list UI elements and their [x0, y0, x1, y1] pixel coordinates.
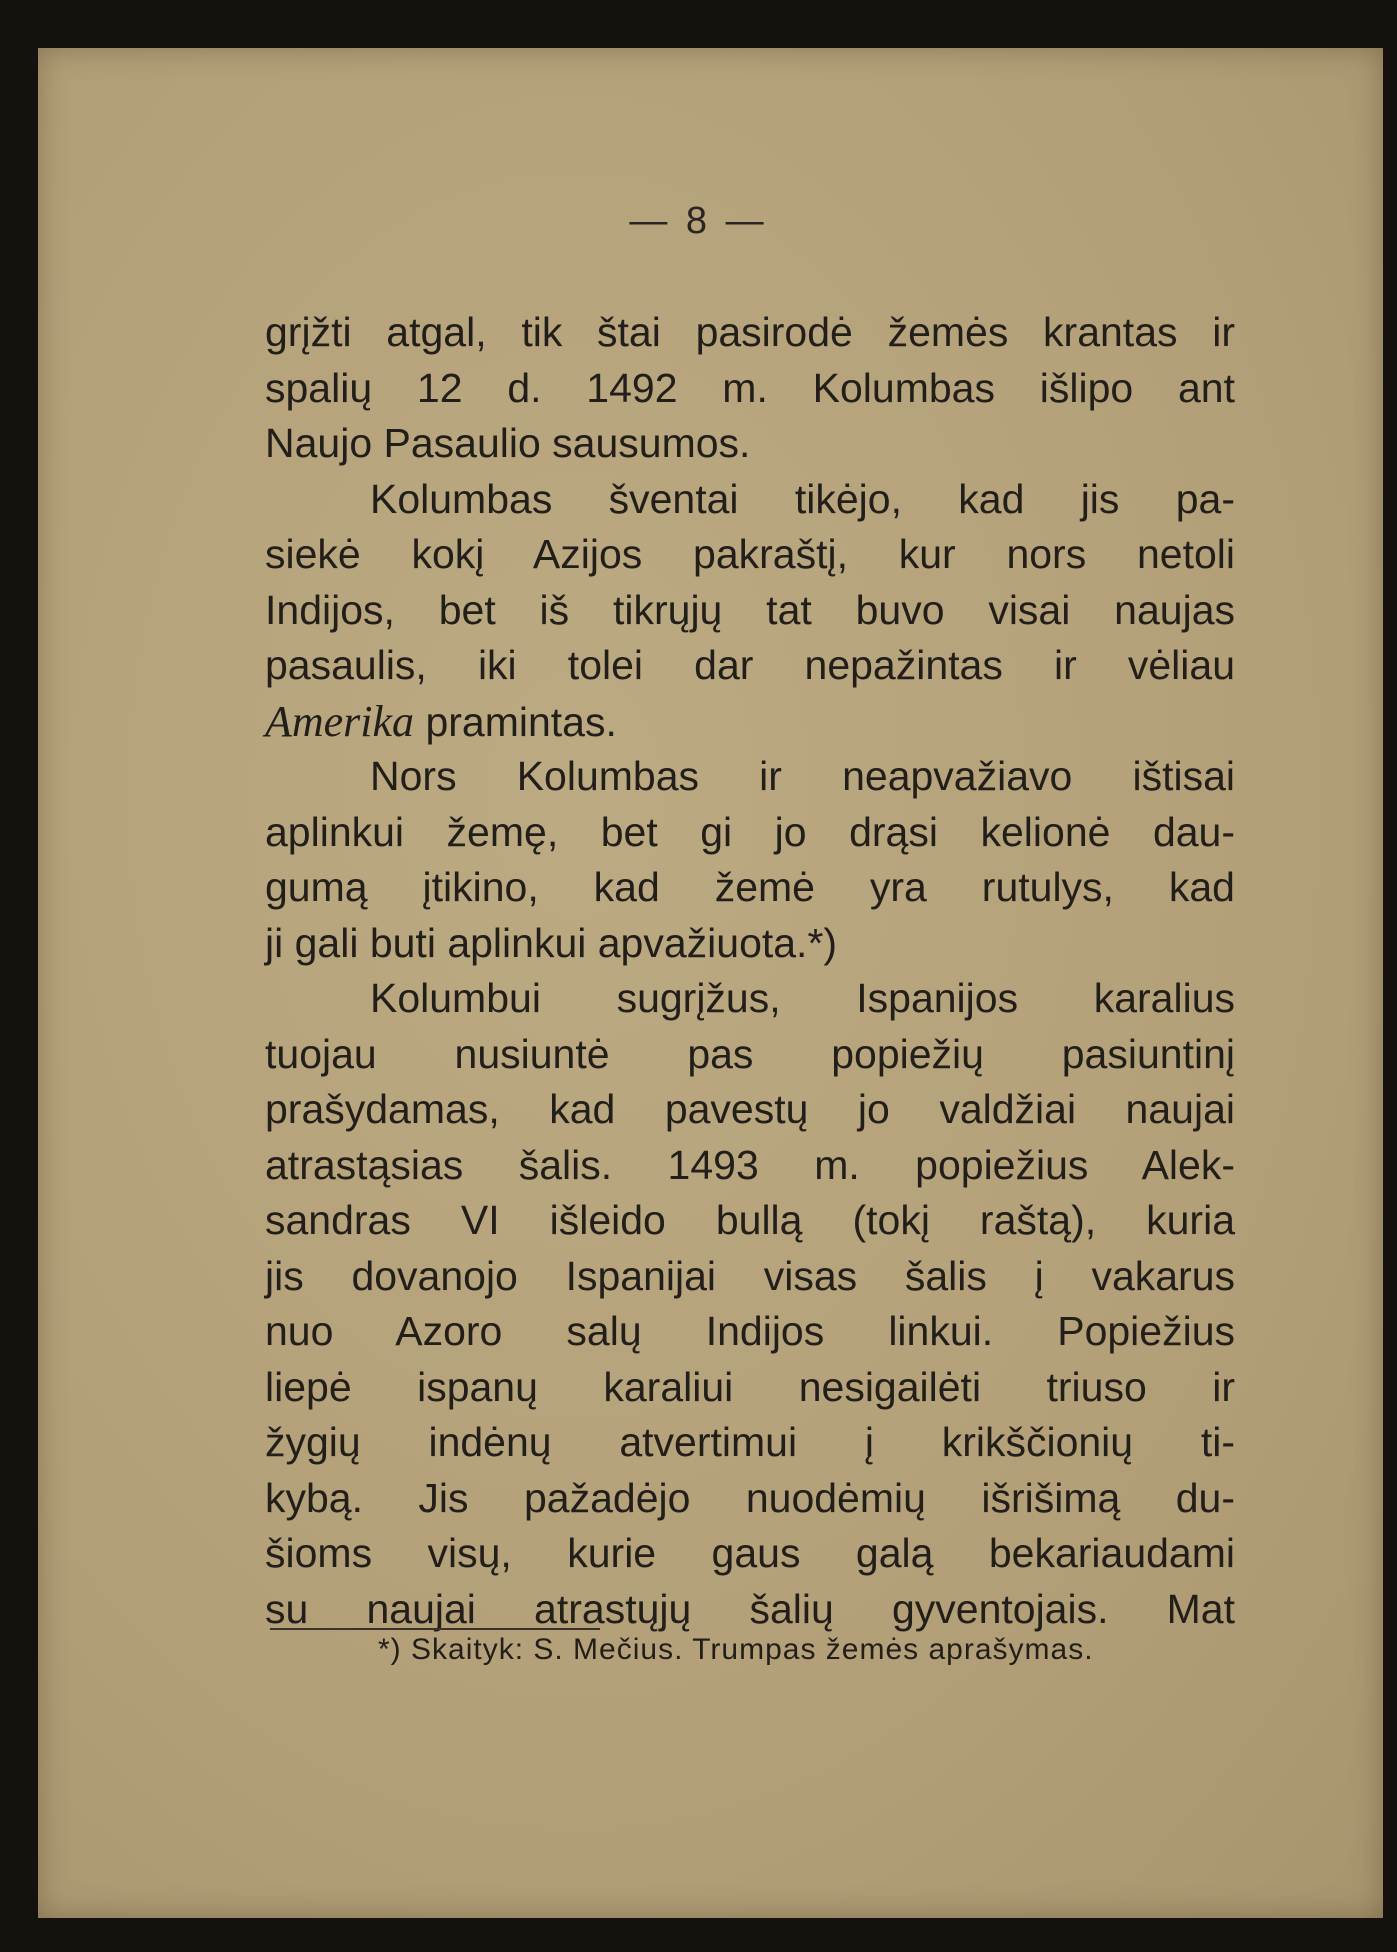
- text-line: kybą. Jis pažadėjo nuodėmių išrišimą du-: [265, 1474, 1235, 1521]
- text-line: jis dovanojo Ispanijai visas šalis į vakarus: [265, 1252, 1235, 1299]
- text-line: siekė kokį Azijos pakraštį, kur nors netoli: [265, 531, 1235, 577]
- text-line: Naujo Pasaulio sausumos.: [265, 420, 751, 466]
- text-line: [265, 694, 1235, 750]
- text-line: gumą įtikino, kad žemė yra rutulys, kad: [265, 864, 1235, 910]
- footnote: *) Skaityk: S. Mečius. Trumpas žemės aprašymas.: [378, 1633, 1094, 1666]
- body-text: [265, 305, 1235, 1637]
- text-line: su naujai atrastųjų šalių gyventojais. Mat: [265, 1585, 1235, 1632]
- text-line: Nors Kolumbas ir neapvažiavo ištisai: [370, 753, 1235, 799]
- text-line: pasaulis, iki tolei dar nepažintas ir vėliau: [265, 642, 1235, 688]
- text-line: prašydamas, kad pavestų jo valdžiai naujai: [265, 1086, 1235, 1132]
- text-line: šioms visų, kurie gaus galą bekariaudami: [265, 1530, 1235, 1576]
- text-line: liepė ispanų karaliui nesigailėti triuso ir: [265, 1363, 1235, 1410]
- text-line: grįžti atgal, tik štai pasirodė žemės krantas ir: [265, 309, 1235, 355]
- text-line: sandras VI išleido bullą (tokį raštą), kuria: [265, 1197, 1235, 1243]
- text-line: ji gali buti aplinkui apvažiuota.*): [265, 919, 838, 966]
- italic-word: Amerika: [265, 696, 415, 746]
- text-line: Indijos, bet iš tikrųjų tat buvo visai naujas: [265, 586, 1235, 633]
- text-line: Kolumbas šventai tikėjo, kad jis pa-: [370, 475, 1235, 522]
- text-line: Kolumbui sugrįžus, Ispanijos karalius: [370, 975, 1235, 1021]
- text-line: aplinkui žemę, bet gi jo drąsi kelionė dau-: [265, 808, 1235, 855]
- text-line: tuojau nusiuntė pas popiežių pasiuntinį: [265, 1030, 1235, 1077]
- text-fragment: pramintas.: [425, 698, 617, 745]
- text-line: atrastąsias šalis. 1493 m. popiežius Alek-: [265, 1141, 1235, 1188]
- page-number: — 8 —: [629, 200, 768, 242]
- text-line: spalių 12 d. 1492 m. Kolumbas išlipo ant: [265, 364, 1235, 411]
- text-line: žygių indėnų atvertimui į krikščionių ti-: [265, 1419, 1235, 1465]
- text-line: nuo Azoro salų Indijos linkui. Popiežius: [265, 1308, 1235, 1354]
- footnote-rule: [270, 1628, 600, 1630]
